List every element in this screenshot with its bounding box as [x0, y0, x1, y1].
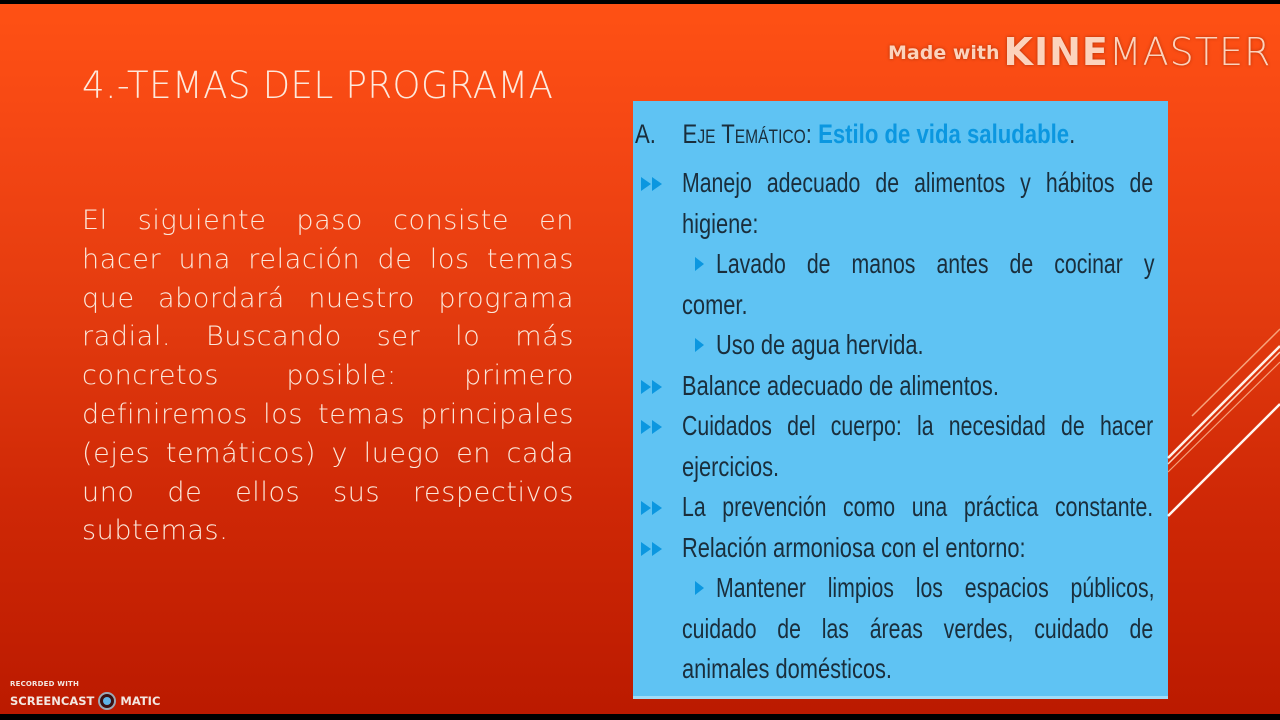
- list-item-continuation: higiene:: [682, 207, 759, 239]
- list-item: Relación armoniosa con el entorno:: [633, 528, 1168, 569]
- sub-list-item: Mantener limpios los espacios públicos,: [633, 568, 1168, 609]
- heading-period: .: [1069, 119, 1076, 149]
- arrow-icon: [695, 338, 704, 352]
- watermark-kine: KINE: [1003, 30, 1109, 74]
- arrow-icon: [695, 257, 704, 271]
- heading-letter: A.: [635, 119, 656, 149]
- decorative-stripes-icon: [1160, 304, 1280, 534]
- screencast-o-matic-watermark: [10, 680, 160, 710]
- list-item: Cuidados del cuerpo: la necesidad de hacer: [633, 406, 1168, 447]
- embedded-image-panel: [633, 101, 1168, 699]
- list-item-continuation: comer.: [682, 288, 748, 320]
- topic-list: [633, 163, 1168, 690]
- sub-list-item: Uso de agua hervida.: [633, 325, 1168, 366]
- screencast-label: SCREENCAST: [10, 694, 95, 708]
- list-item-continuation: cuidado de las áreas verdes, cuidado de: [682, 612, 1154, 644]
- watermark-master: MASTER: [1108, 30, 1272, 74]
- record-button-icon: [98, 692, 116, 710]
- recorded-with-label: RECORDED WITH: [10, 680, 80, 688]
- heading-eje-name: Estilo de vida saludable: [818, 119, 1070, 149]
- list-item-continuation: animales domésticos.: [682, 653, 893, 684]
- list-item: Manejo adecuado de alimentos y hábitos de: [633, 163, 1168, 204]
- double-arrow-icon: [641, 380, 663, 394]
- double-arrow-icon: [641, 542, 663, 556]
- double-arrow-icon: [641, 177, 663, 191]
- list-item-continuation: ejercicios.: [682, 450, 780, 482]
- watermark-made-with: Made with: [888, 42, 1000, 64]
- list-item: La prevención como una práctica constante.: [633, 487, 1168, 528]
- double-arrow-icon: [641, 420, 663, 434]
- panel-heading: [635, 119, 1075, 150]
- slide: [0, 4, 1280, 714]
- slide-title: 4.-TEMAS DEL PROGRAMA: [82, 64, 554, 107]
- list-item: Balance adecuado de alimentos.: [633, 366, 1168, 407]
- kinemaster-watermark: [888, 30, 1271, 74]
- sub-list-item: Lavado de manos antes de cocinar y: [633, 244, 1168, 285]
- arrow-icon: [695, 581, 704, 595]
- heading-eje-label: Eje Temático:: [682, 119, 812, 149]
- slide-body-text: El siguiente paso consiste en hacer una relación de los temas que abordará nuestro programa radial. Buscando ser lo más concretos posible: primero definiremos los temas principales (ejes temáticos) y luego en cada uno de ellos sus respectivos subtemas.: [82, 205, 574, 547]
- matic-label: MATIC: [120, 694, 161, 708]
- double-arrow-icon: [641, 501, 663, 515]
